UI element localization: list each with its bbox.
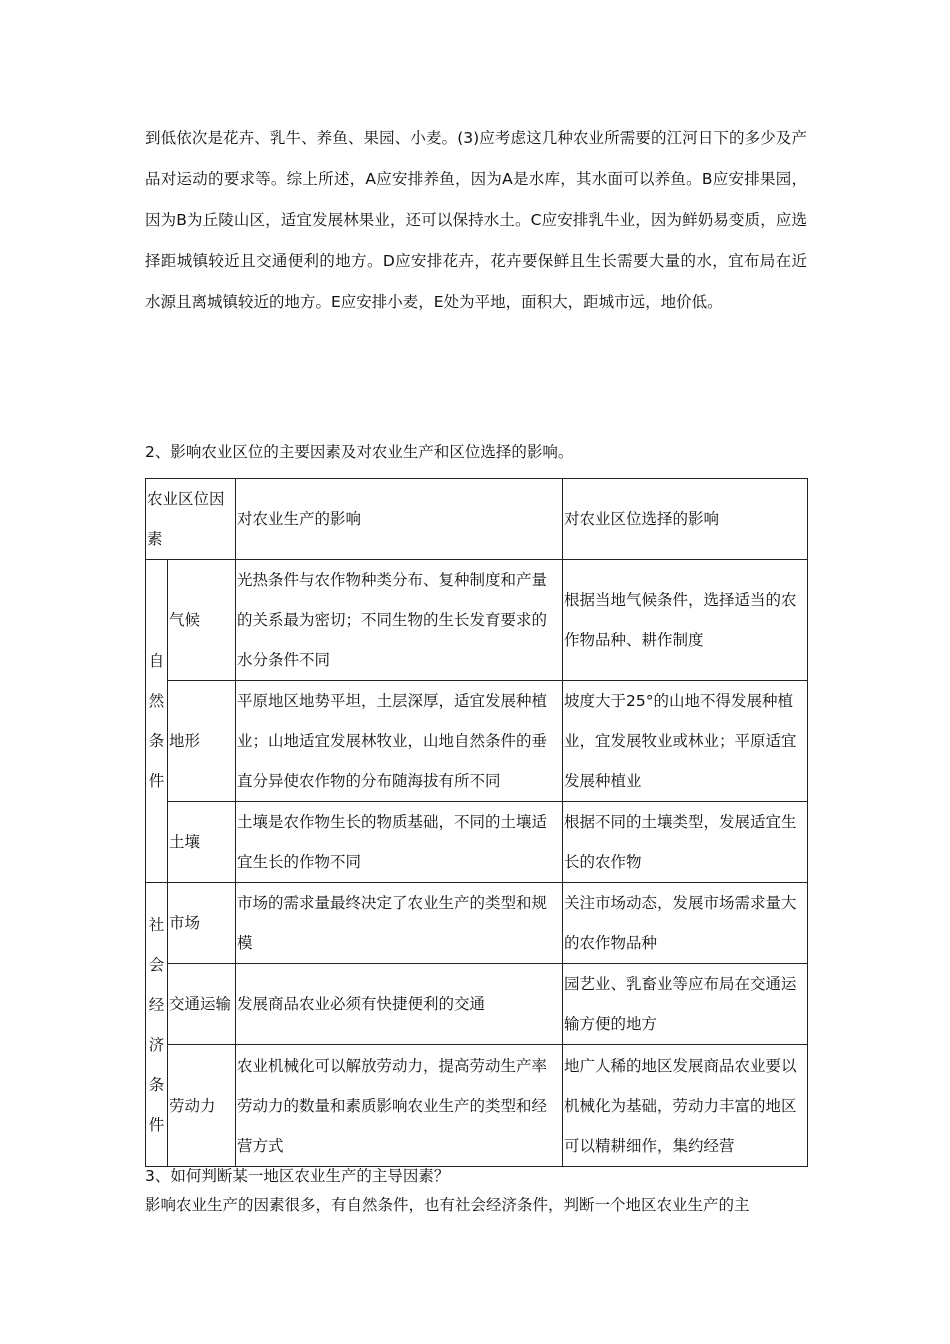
group-char: 社 xyxy=(148,915,165,934)
factor-cell: 劳动力 xyxy=(168,1045,236,1167)
location-cell: 根据当地气候条件，选择适当的农作物品种、耕作制度 xyxy=(563,560,808,681)
location-cell: 园艺业、乳畜业等应布局在交通运输方便的地方 xyxy=(563,964,808,1045)
section-3-title: 3、如何判断某一地区农业生产的主导因素？ xyxy=(145,1167,450,1185)
natural-conditions-group xyxy=(146,560,168,883)
location-cell: 地广人稀的地区发展商品农业要以机械化为基础，劳动力丰富的地区可以精耕细作，集约经营 xyxy=(563,1045,808,1167)
section-2-title: 2、影响农业区位的主要因素及对农业生产和区位选择的影响。 xyxy=(145,443,574,461)
social-conditions-group xyxy=(146,883,168,1167)
factor-cell: 地形 xyxy=(168,681,236,802)
section-3-paragraph: 影响农业生产的因素很多，有自然条件，也有社会经济条件，判断一个地区农业生产的主 xyxy=(145,1196,750,1214)
location-cell: 坡度大于25°的山地不得发展种植业，宜发展牧业或林业；平原适宜发展种植业 xyxy=(563,681,808,802)
intro-paragraph xyxy=(145,118,807,323)
table-row xyxy=(146,1045,808,1167)
group-char: 条 xyxy=(148,732,165,750)
factor-cell: 市场 xyxy=(168,883,236,964)
production-cell: 市场的需求量最终决定了农业生产的类型和规模 xyxy=(236,883,563,964)
group-char: 济 xyxy=(148,1035,165,1054)
table-row xyxy=(146,883,808,964)
header-production: 对农业生产的影响 xyxy=(236,479,563,560)
group-char: 自 xyxy=(148,652,165,670)
paragraph-text: 到低依次是花卉、乳牛、养鱼、果园、小麦。(3)应考虑这几种农业所需要的江河日下的多少及产品对运动的要求等。综上所述，A应安排养鱼，因为A是水库，其水面可以养鱼。B应安排果园，因为B为丘陵山区，适宜发展林果业，还可以保持水土。C应安排乳牛业，因为鲜奶易变质，应选择距城镇较近且交通便利的地方。D应安排花卉，花卉要保鲜且生长需要大量的水，宜布局在近水源且离城镇较近的地方。E应安排小麦，E处为平地，面积大，距城市远，地价低。 xyxy=(145,129,807,311)
group-char: 然 xyxy=(148,692,165,710)
location-cell: 关注市场动态，发展市场需求量大的农作物品种 xyxy=(563,883,808,964)
table-row xyxy=(146,802,808,883)
production-cell: 光热条件与农作物种类分布、复种制度和产量的关系最为密切；不同生物的生长发育要求的水分条件不同 xyxy=(236,560,563,681)
table-header-row xyxy=(146,479,808,560)
factor-cell: 气候 xyxy=(168,560,236,681)
location-cell: 根据不同的土壤类型，发展适宜生长的农作物 xyxy=(563,802,808,883)
agri-factor-table xyxy=(145,478,808,1167)
header-factor: 农业区位因素 xyxy=(146,479,236,560)
group-char: 经 xyxy=(148,995,165,1014)
factor-cell: 交通运输 xyxy=(168,964,236,1045)
group-char: 条 xyxy=(148,1075,165,1094)
production-cell: 平原地区地势平坦，土层深厚，适宜发展种植业；山地适宜发展林牧业，山地自然条件的垂直分异使农作物的分布随海拔有所不同 xyxy=(236,681,563,802)
group-char: 件 xyxy=(148,1115,165,1134)
header-location: 对农业区位选择的影响 xyxy=(563,479,808,560)
factor-cell: 土壤 xyxy=(168,802,236,883)
production-cell: 农业机械化可以解放劳动力，提高劳动生产率劳动力的数量和素质影响农业生产的类型和经营方式 xyxy=(236,1045,563,1167)
table-row xyxy=(146,964,808,1045)
group-char: 件 xyxy=(148,772,165,790)
table-row xyxy=(146,560,808,681)
production-cell: 发展商品农业必须有快捷便利的交通 xyxy=(236,964,563,1045)
group-char: 会 xyxy=(148,955,165,974)
table-row xyxy=(146,681,808,802)
production-cell: 土壤是农作物生长的物质基础，不同的土壤适宜生长的作物不同 xyxy=(236,802,563,883)
